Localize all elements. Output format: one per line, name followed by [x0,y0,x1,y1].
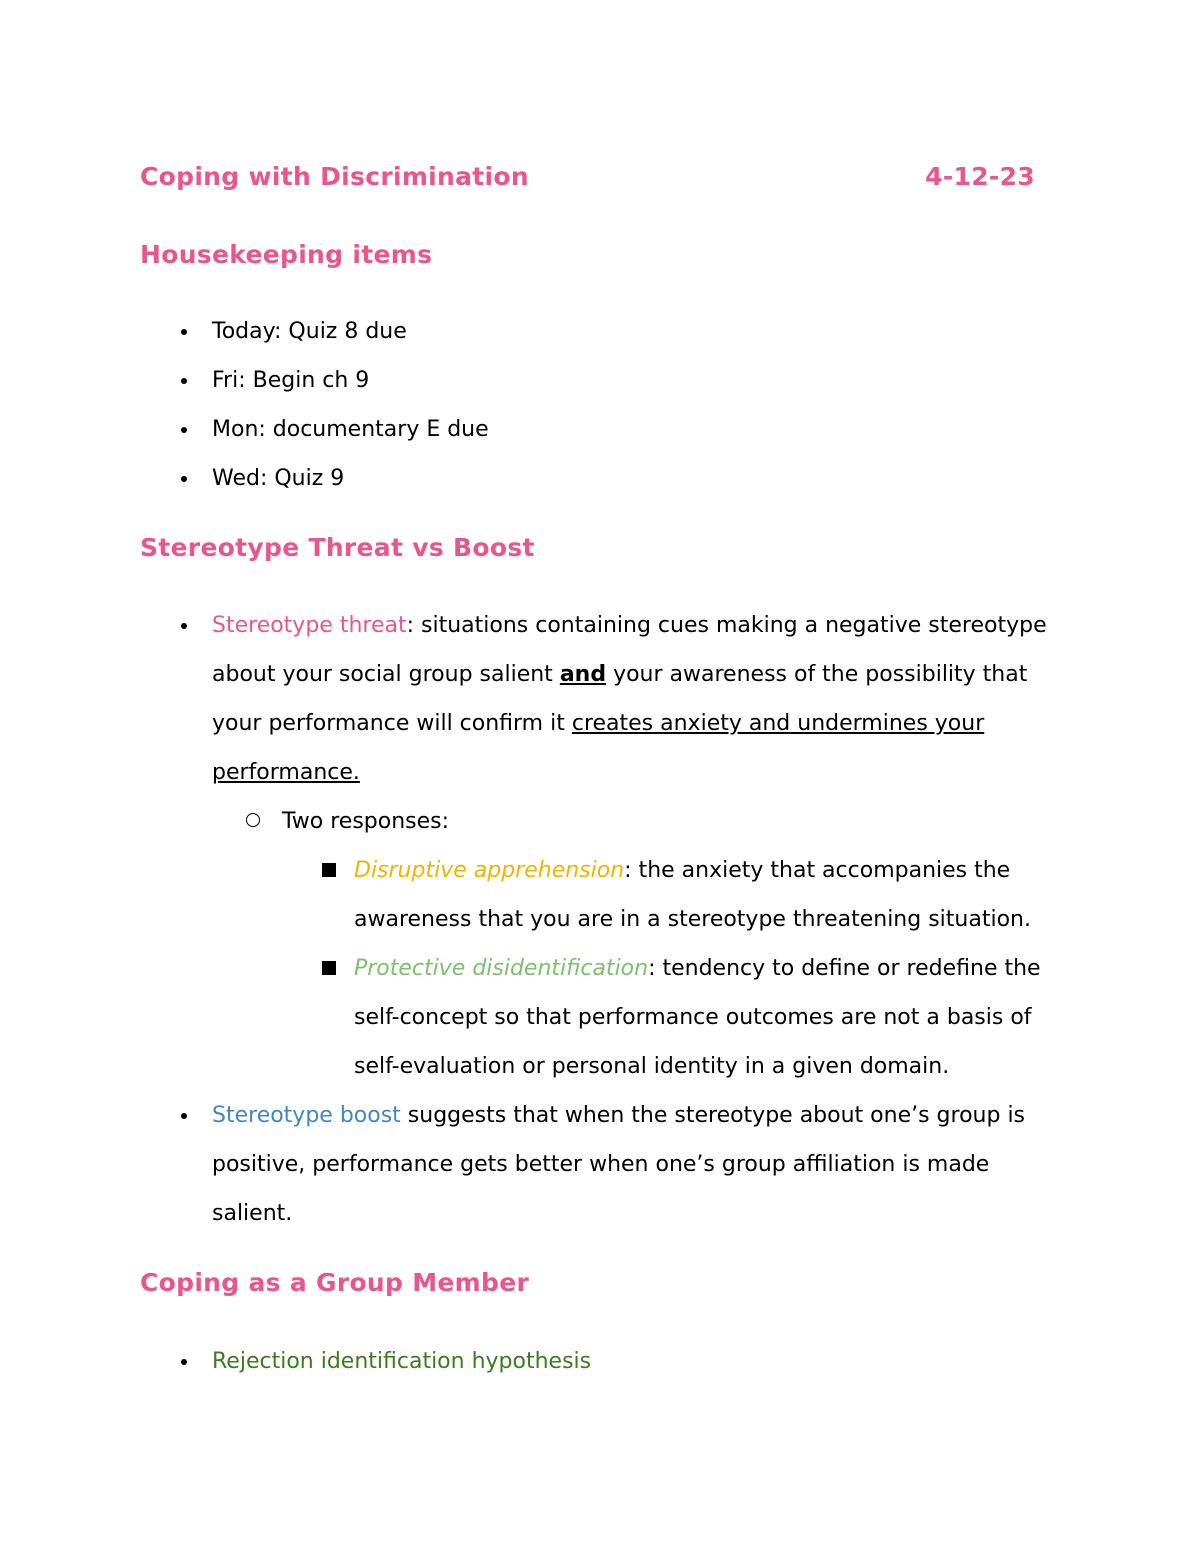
housekeeping-heading: Housekeeping items [140,240,433,269]
protective-disidentification-term: Protective disidentification [354,956,649,981]
stereotype-threat-term: Stereotype threat [212,613,407,638]
disruptive-apprehension-item [354,846,1072,944]
stereotype-list [212,601,1072,1238]
document-date: 4-12-23 [925,162,1035,191]
rejection-identification-item: Rejection identification hypothesis [212,1337,1072,1386]
threat-text-b: your awareness of the possibility that your performance will confirm it [212,662,1028,736]
responses-label: Two responses: [282,809,450,834]
coping-list [212,1337,1072,1386]
title-row [140,162,1035,191]
disruptive-apprehension-term: Disruptive apprehension [354,858,625,883]
threat-text-a: : situations containing cues making a negative stereotype about your social group salient [212,613,1047,687]
stereotype-heading: Stereotype Threat vs Boost [140,533,535,562]
coping-heading: Coping as a Group Member [140,1268,530,1297]
housekeeping-list [212,307,1072,503]
responses-list [282,797,1072,1091]
protective-disidentification-item [354,944,1072,1091]
threat-emphasis: and [559,662,607,687]
stereotype-threat-item [212,601,1072,1091]
stereotype-boost-item [212,1091,1072,1238]
disruptive-apprehension-text: : the anxiety that accompanies the awareness that you are in a stereotype threatening situation. [354,858,1031,932]
protective-disidentification-text: : tendency to define or redefine the self-concept so that performance outcomes are not a basis of self-evaluation or personal identity in a given domain. [354,956,1041,1079]
list-item: Mon: documentary E due [212,405,1072,454]
stereotype-boost-term: Stereotype boost [212,1103,401,1128]
list-item: Fri: Begin ch 9 [212,356,1072,405]
list-item: Today: Quiz 8 due [212,307,1072,356]
document-title: Coping with Discrimination [140,162,530,191]
responses-sublist [354,846,1072,1091]
threat-underlined: creates anxiety and undermines your performance. [212,711,985,785]
list-item: Wed: Quiz 9 [212,454,1072,503]
stereotype-boost-text: suggests that when the stereotype about one’s group is positive, performance gets better when one’s group affiliation is made salient. [212,1103,1026,1226]
responses-item [282,797,1072,1091]
